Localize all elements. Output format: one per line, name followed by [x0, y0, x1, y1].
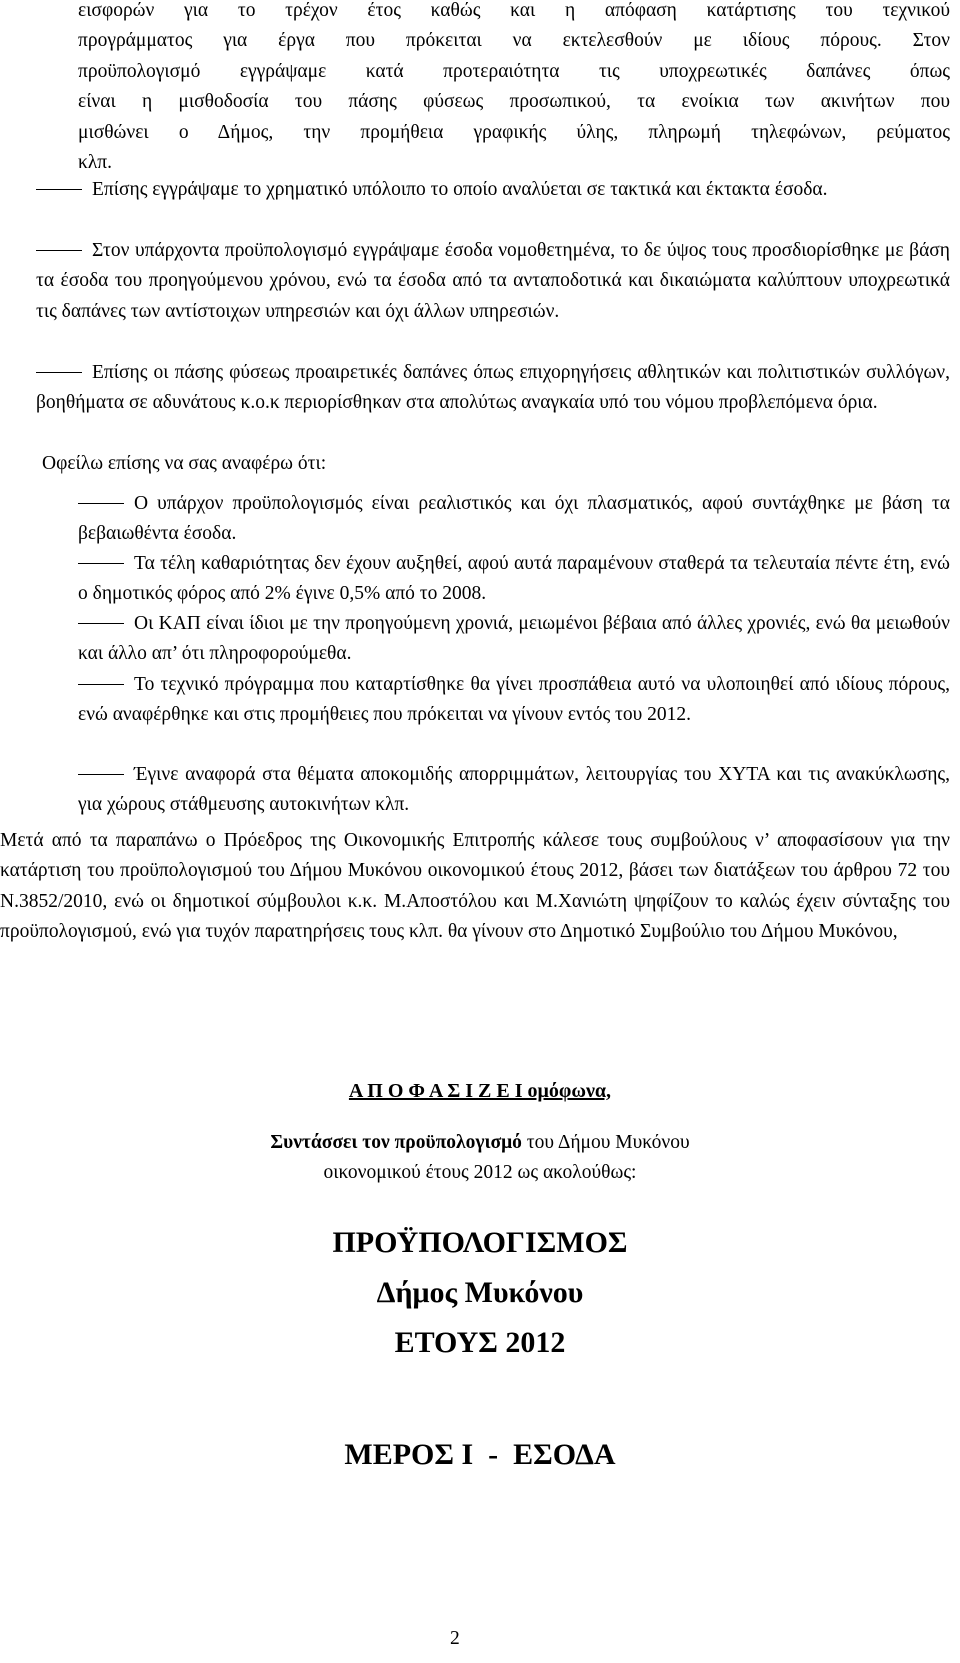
- syntassei-bold: Συντάσσει τον προϋπολογισμό: [270, 1132, 522, 1153]
- dash-item-text: Στον υπάρχοντα προϋπολογισμό εγγράψαμε έσοδα νομοθετημένα, το δε ύψος τους προσδιορίσθηκε με βάση τα έσοδα του προηγούμενου χρόνου, ενώ τα έσοδα από τα ανταποδοτικά και δικαιώματα καλύπτουν υποχρεωτικά τις δαπάνες των αντίστοιχων υπηρεσιών και όχι άλλων υπηρεσιών.: [36, 240, 950, 322]
- syntassei-block: [0, 1128, 960, 1188]
- intro-line: είναι η μισθοδοσία του πάσης φύσεως προσωπικού, τα ενοίκια των ακινήτων που: [78, 91, 950, 113]
- intro-line: προϋπολογισμό εγγράψαμε κατά προτεραιότητα τις υποχρεωτικές δαπάνες όπως: [78, 60, 950, 82]
- page-number: 2: [450, 1628, 460, 1649]
- part-title: ΜΕΡΟΣ Ι - ΕΣΟΔΑ: [344, 1438, 616, 1471]
- dash-item: [36, 175, 950, 205]
- budget-title: ΠΡΟΫΠΟΛΟΓΙΣΜΟΣ: [332, 1226, 628, 1259]
- dash-item: [36, 358, 950, 419]
- sub-item-text: Τα τέλη καθαριότητας δεν έχουν αυξηθεί, αφού αυτά παραμένουν σταθερά τα τελευταία πέντε έτη, ενώ ο δημοτικός φόρος από 2% έγινε 0,5% από το 2008.: [78, 553, 950, 605]
- dash-bullet: [78, 623, 124, 624]
- dash-bullet: [78, 684, 124, 685]
- sub-item-text: Το τεχνικό πρόγραμμα που καταρτίσθηκε θα γίνει προσπάθεια αυτό να υλοποιηθεί από ιδίους πόρους, ενώ αναφέρθηκε και στις προμήθειες που πρόκειται να γίνουν εντός του 2012.: [78, 674, 950, 726]
- dash-item: [36, 236, 950, 327]
- sub-item-text: Ο υπάρχον προϋπολογισμός είναι ρεαλιστικός και όχι πλασματικός, αφού συντάχθηκε με βάση τα βεβαιωθέντα έσοδα.: [78, 493, 950, 545]
- ofeilo-line: Οφείλω επίσης να σας αναφέρω ότι:: [42, 453, 327, 474]
- intro-line: εισφορών για το τρέχον έτος καθώς και η απόφαση κατάρτισης του τεχνικού: [78, 0, 950, 21]
- sub-item-text: Έγινε αναφορά στα θέματα αποκομιδής απορριμμάτων, λειτουργίας του ΧΥΤΑ και τις ανακύκλωσης, για χώρους στάθμευσης αυτοκινήτων κλπ.: [78, 764, 950, 816]
- dash-bullet: [36, 189, 82, 190]
- dash-bullet: [78, 563, 124, 564]
- intro-line: προγράμματος για έργα που πρόκειται να εκτελεσθούν με ιδίους πόρους. Στον: [78, 30, 950, 52]
- dash-item-text: Επίσης εγγράψαμε το χρηματικό υπόλοιπο το οποίο αναλύεται σε τακτικά και έκτακτα έσοδα.: [92, 179, 828, 200]
- dash-bullet: [36, 372, 82, 373]
- municipality-title: Δήμος Μυκόνου: [376, 1276, 584, 1309]
- sub-item-text: Οι ΚΑΠ είναι ίδιοι με την προηγούμενη χρονιά, μειωμένοι βέβαια από άλλες χρονιές, ενώ θα μειωθούν και άλλο απ’ ότι πληροφορούμεθα.: [78, 613, 950, 665]
- dash-item-text: Επίσης οι πάσης φύσεως προαιρετικές δαπάνες όπως επιχορηγήσεις αθλητικών και πολιτιστικών συλλόγων, βοηθήματα σε αδυνάτους κ.ο.κ περιορίσθηκαν στα απολύτως αναγκαία υπό του νόμου προβλεπόμενα όρια.: [36, 362, 950, 414]
- syntassei-line2: οικονομικού έτους 2012 ως ακολούθως:: [323, 1162, 637, 1183]
- sub-item: [78, 670, 950, 731]
- year-title: ΕΤΟΥΣ 2012: [394, 1326, 566, 1359]
- intro-line: κλπ.: [78, 152, 113, 174]
- dash-bullet: [78, 774, 124, 775]
- sub-item: [78, 549, 950, 610]
- intro-line: μισθώνει ο Δήμος, την προμήθεια γραφικής ύλης, πληρωμή τηλεφώνων, ρεύματος: [78, 121, 950, 143]
- decision-heading: Α Π Ο Φ Α Σ Ι Ζ Ε Ι ομόφωνα,: [348, 1080, 612, 1102]
- intro-paragraph: [78, 0, 950, 178]
- decision-paragraph: Μετά από τα παραπάνω ο Πρόεδρος της Οικονομικής Επιτροπής κάλεσε τους συμβούλους ν’ αποφασίσουν για την κατάρτιση του προϋπολογισμού του Δήμου Μυκόνου οικονομικού έτους 2012, βάσει των διατάξεων του άρθρου 72 του Ν.3852/2010, ενώ οι δημοτικοί σύμβουλοι κ.κ. Μ.Αποστόλου και Μ.Χανιώτη ψηφίζουν το καλώς έχειν σύνταξης του προϋπολογισμού, ενώ για τυχόν παρατηρήσεις τους κλπ. θα γίνουν στο Δημοτικό Συμβούλιο του Δήμου Μυκόνου,: [0, 830, 950, 942]
- sub-item: [78, 609, 950, 670]
- sub-item: [78, 760, 950, 821]
- syntassei-rest: του Δήμου Μυκόνου: [521, 1132, 690, 1153]
- dash-bullet: [36, 250, 82, 251]
- dash-bullet: [78, 503, 124, 504]
- sub-item: [78, 489, 950, 550]
